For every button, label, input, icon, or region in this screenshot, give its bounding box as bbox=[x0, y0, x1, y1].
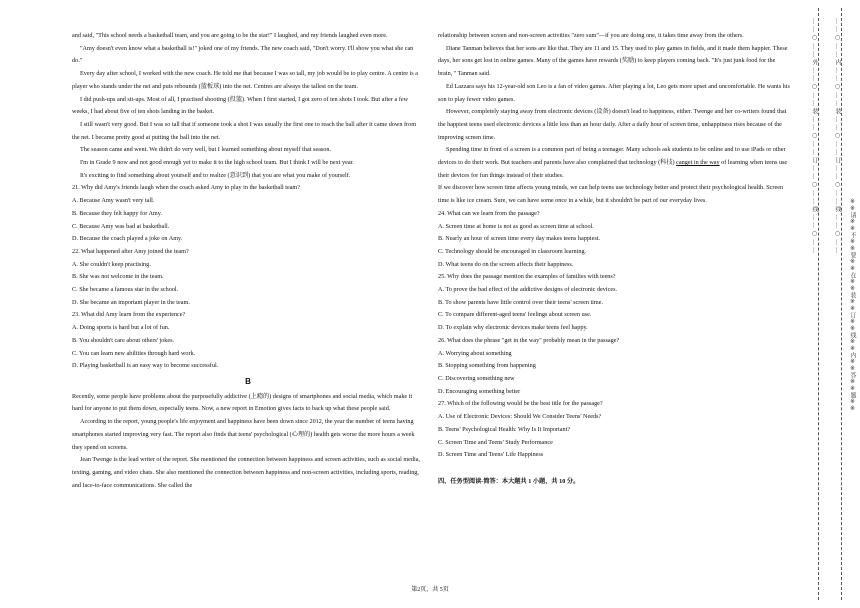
paragraph: relationship between screen and non-screen activities "zero sum"—if you are doing one, it takes time away from the others. bbox=[438, 32, 744, 39]
left-column bbox=[72, 30, 424, 492]
option: C. Screen Time and Teens' Study Performance bbox=[438, 438, 553, 446]
question-25: 25. Why does the passage mention the examples of families with teens? bbox=[438, 273, 616, 281]
binding-warning-text: ※※请※※不※※要※※在※※装※※订※※线※※内※※答※※题※※ bbox=[849, 198, 856, 412]
option: D. Because the coach played a joke on Amy. bbox=[72, 235, 183, 243]
option: A. Because Amy wasn't very tall. bbox=[72, 197, 155, 205]
paragraph: Every day after school, I worked with the new coach. He told me that because I was so tall, my job would be to play centre. A centre is a player who stands under the net and puts rebounds (篮板球) into the net. Centres are always the tallest on the team. bbox=[72, 70, 418, 90]
option: A. To prove the bad effect of the addictive designs of electronic devices. bbox=[438, 286, 618, 294]
binding-outer-text: ……○……外……○……装……○……订……○……线……○…… bbox=[811, 18, 818, 255]
option: A. Use of Electronic Devices: Should We Consider Teens' Needs? bbox=[438, 413, 602, 421]
option: C. Discovering something new bbox=[438, 374, 515, 382]
section-heading-four: 四、任务型阅读-简答：本大题共 1 小题，共 10 分。 bbox=[438, 477, 580, 485]
option: C. She became a famous star in the school. bbox=[72, 286, 179, 294]
paragraph: I'm in Grade 9 now and not good enough yet to make it to the high school team. But I think I will be next year. bbox=[80, 159, 354, 167]
option: D. Encouraging something better bbox=[438, 387, 521, 395]
right-column bbox=[438, 30, 790, 489]
paragraph: Ed Lazzara says his 12-year-old son Leo is a fan of video games. After playing a lot, Leo gets more upset and uncomfortable. He wants his son to play fewer video games. bbox=[438, 82, 790, 103]
binding-strip bbox=[800, 8, 860, 600]
paragraph: I did push-ups and sit-ups. Most of all, I practised shooting (投篮). When I first started, I got zero of ten shots I took. But after a few weeks, I had about five of ten shots landing in the basket. bbox=[72, 95, 409, 116]
question-26: 26. What does the phrase "get in the way" probably mean in the passage? bbox=[438, 336, 620, 344]
option: A. Worrying about something bbox=[438, 349, 512, 357]
question-27: 27. Which of the following would be the best title for the passage? bbox=[438, 400, 603, 408]
option: A. Screen time at home is not as good as screen time at school. bbox=[438, 222, 594, 230]
option: D. What teens do on the screen affects their happiness. bbox=[438, 260, 574, 268]
option: B. Stopping something from happening bbox=[438, 362, 536, 370]
underlined-phrase: canget in the way bbox=[676, 159, 720, 167]
question-22: 22. What happened after Amy joined the team? bbox=[72, 247, 189, 255]
paragraph: It's exciting to find something about yourself and to realize (意识到) that you are what you make of yourself. bbox=[80, 171, 351, 179]
option: C. You can learn new abilities through hard work. bbox=[72, 349, 196, 357]
paragraph: and said, "This school needs a basketball team, and you are going to be the star!" I laughed, and my friends laughed even more. bbox=[72, 32, 388, 39]
option: D. To explain why electronic devices make teens feel happy. bbox=[438, 324, 588, 332]
option: C. To compare different-aged teens' feelings about screen use. bbox=[438, 311, 592, 319]
paragraph: Recently, some people have problems about the purposefully addictive (上瘾的) designs of smartphones and social media, which make it hard for anyone to put them down, especially teens. Now, a new report in Emotion gives facts to back up what these people said. bbox=[72, 392, 413, 413]
paragraph: I still wasn't very good. But I was so tall that if someone took a shot I was usually the first one to reach the ball after it came down from the net. I became pretty good at putting the ball into the net. bbox=[72, 120, 417, 141]
option: B. Because they felt happy for Amy. bbox=[72, 209, 162, 217]
paragraph: However, completely staying away from electronic devices (设备) doesn't lead to happiness, either. Twenge and her co-writers found that the happiest teens used electronic devices a little less than an hour daily. After a daily hour of screen time, unhappiness rises because of the improving screen time. bbox=[438, 108, 787, 141]
paragraph: According to the report, young people's life enjoyment and happiness have been down since 2012, the year the number of teens having smartphones started improving very fast. The report also finds that teens' psychological (心理的) health gets worse the more hours a week they spend on screens. bbox=[72, 418, 415, 451]
option: D. Screen Time and Teens' Life Happiness bbox=[438, 451, 544, 459]
paragraph bbox=[438, 144, 790, 182]
paragraph: Jean Twenge is the lead writer of the report. She mentioned the connection between happiness and screen activities, such as social media, texting, gaming, and video chats. She also mentioned the connection between happiness and non-screen activities, including sports, reading, and face-to-face communications. She called the bbox=[72, 456, 420, 489]
page-footer: 第2页，共 5页 bbox=[411, 587, 449, 593]
question-23: 23. What did Amy learn from the experience? bbox=[72, 311, 186, 319]
option: A. Doing sports is hard but a lot of fun. bbox=[72, 324, 170, 332]
paragraph: If we discover how screen time affects young minds, we can help teens use technology better and protect their psychological health. Screen time is like ice cream. Sure, we can have some once in a while, but it shouldn't be part of our everyday lives. bbox=[438, 184, 784, 205]
option: B. Nearly an hour of screen time every day makes teens happiest. bbox=[438, 235, 601, 243]
question-24: 24. What can we learn from the passage? bbox=[438, 209, 540, 217]
section-heading-b: B bbox=[245, 376, 251, 386]
paragraph: Diane Tanman believes that her sons are like that. They are 11 and 15. They used to play games in fields, and it made them happier. These days, her sons get lost in online games. Many of the games have rewards (奖励) to keep players coming back. "It's just junk food for the brain, " Tanman said. bbox=[438, 44, 788, 78]
option: D. Playing basketball is an easy way to become successful. bbox=[72, 362, 219, 370]
option: C. Technology should be encouraged in classroom learning. bbox=[438, 247, 587, 255]
paragraph: The season came and went. We didn't do very well, but I learned something about myself that season. bbox=[80, 146, 332, 154]
option: C. Because Amy was bad at basketball. bbox=[72, 222, 170, 230]
option: B. You shouldn't care about others' jokes. bbox=[72, 336, 175, 344]
option: A. She couldn't keep practising. bbox=[72, 260, 151, 268]
option: D. She became an important player in the team. bbox=[72, 298, 190, 306]
binding-inner-text: ……○……内……○……装……○……订……○……线……○…… bbox=[834, 18, 841, 255]
option: B. She was not welcome in the team. bbox=[72, 273, 164, 281]
question-21: 21. Why did Amy's friends laugh when the coach asked Amy to play in the basketball team? bbox=[72, 184, 300, 192]
option: B. Teens' Psychological Health: Why Is It Important? bbox=[438, 425, 571, 433]
paragraph: "Amy doesn't even know what a basketball is!" joked one of my friends. The new coach said, "Don't worry. I'll show you what she can do." bbox=[72, 44, 414, 65]
text-run: Spending time in front of a screen is a common part of being a teenager. Many schools ask students to be online and to use iPads or other devices to do their work. But teachers and parents have also complained that technology (科技) bbox=[438, 146, 786, 167]
option: B. To show parents have little control over their teens' screen time. bbox=[438, 298, 604, 306]
text-run: of learning when teens use their devices for fun things instead of their studies. bbox=[438, 159, 788, 179]
